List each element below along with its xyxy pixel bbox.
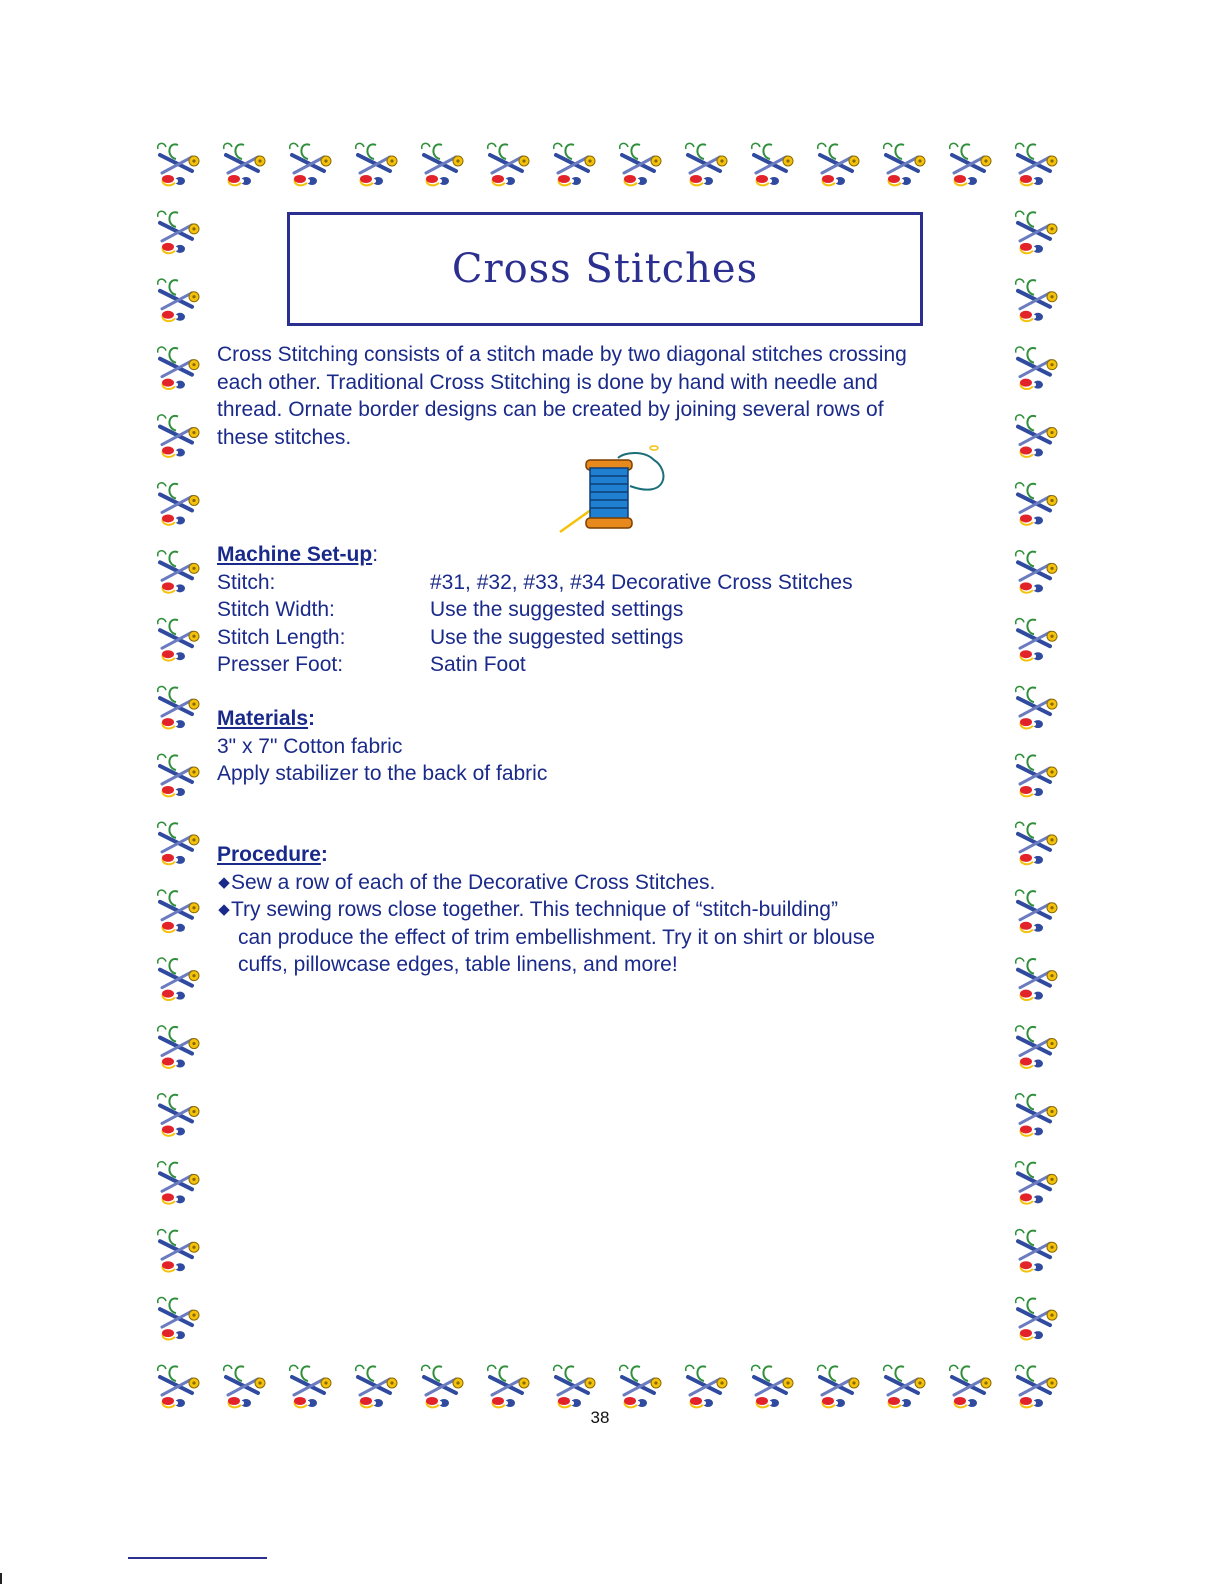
scissors-thread-icon bbox=[158, 1230, 199, 1272]
setup-row bbox=[217, 624, 977, 652]
scissors-thread-icon bbox=[356, 1365, 397, 1407]
scissors-thread-icon bbox=[1016, 958, 1057, 1000]
materials-section bbox=[217, 705, 977, 788]
scissors-thread-icon bbox=[158, 822, 199, 864]
setup-label: Stitch Length: bbox=[217, 625, 346, 649]
setup-value: Use the suggested settings bbox=[430, 625, 684, 649]
scissors-thread-icon bbox=[158, 483, 199, 525]
machine-setup-section bbox=[217, 541, 977, 679]
scissors-thread-icon bbox=[158, 890, 199, 932]
scissors-thread-icon bbox=[818, 1365, 859, 1407]
scissors-thread-icon bbox=[1016, 1094, 1057, 1136]
procedure-colon: : bbox=[320, 843, 328, 866]
scissors-thread-icon bbox=[158, 279, 199, 321]
setup-label: Stitch: bbox=[217, 570, 276, 594]
scissors-thread-icon bbox=[290, 1365, 331, 1407]
scissors-thread-icon bbox=[158, 551, 199, 593]
scan-edge-mark bbox=[0, 1573, 2, 1584]
scissors-thread-icon bbox=[1016, 347, 1057, 389]
intro-line: these stitches. bbox=[217, 425, 352, 449]
scissors-thread-icon bbox=[1016, 1230, 1057, 1272]
setup-label: Stitch Width: bbox=[217, 598, 335, 621]
scissors-thread-icon bbox=[1016, 619, 1057, 661]
page-number: 38 bbox=[590, 1408, 610, 1427]
scissors-thread-icon bbox=[1016, 415, 1057, 457]
scissors-thread-icon bbox=[686, 143, 727, 185]
intro-line: thread. Ornate border designs can be created by joining several rows of bbox=[217, 398, 884, 421]
scissors-thread-icon bbox=[1016, 279, 1057, 321]
scissors-thread-icon bbox=[158, 143, 199, 185]
scissors-thread-icon bbox=[950, 143, 991, 185]
scissors-thread-icon bbox=[158, 1162, 199, 1204]
scissors-thread-icon bbox=[752, 1365, 793, 1407]
scissors-thread-icon bbox=[1016, 1297, 1057, 1339]
page-title: Cross Stitches bbox=[451, 246, 759, 292]
scissors-thread-icon bbox=[224, 1365, 265, 1407]
scissors-thread-icon bbox=[158, 686, 199, 728]
procedure-step-continued: cuffs, pillowcase edges, table linens, and more! bbox=[238, 953, 678, 976]
procedure-step-text: Try sewing rows close together. This technique of “stitch-building” bbox=[231, 898, 838, 921]
procedure-step-continued: can produce the effect of trim embellishment. Try it on shirt or blouse bbox=[238, 925, 875, 949]
scissors-thread-icon bbox=[1016, 890, 1057, 932]
scissors-thread-icon bbox=[290, 143, 331, 185]
setup-row bbox=[217, 651, 977, 679]
scissors-thread-icon bbox=[1016, 143, 1057, 185]
scissors-thread-icon bbox=[752, 143, 793, 185]
machine-setup-heading: Machine Set-up bbox=[217, 543, 373, 566]
scissors-thread-icon bbox=[554, 1365, 595, 1407]
scissors-thread-icon bbox=[356, 143, 397, 185]
intro-line: Cross Stitching consists of a stitch made by two diagonal stitches crossing bbox=[217, 343, 907, 366]
scissors-thread-icon bbox=[884, 143, 925, 185]
bullet-icon: ◆ bbox=[218, 901, 230, 918]
setup-value: #31, #32, #33, #34 Decorative Cross Stitches bbox=[430, 570, 853, 594]
procedure-step bbox=[217, 896, 987, 924]
setup-value: Satin Foot bbox=[430, 653, 526, 676]
thread-spool-icon bbox=[558, 440, 676, 534]
scissors-thread-icon bbox=[158, 211, 199, 253]
materials-colon: : bbox=[308, 707, 316, 730]
scissors-thread-icon bbox=[488, 143, 529, 185]
machine-setup-colon: : bbox=[372, 543, 379, 566]
scissors-thread-icon bbox=[620, 143, 661, 185]
scissors-thread-icon bbox=[1016, 1162, 1057, 1204]
scissors-thread-icon bbox=[950, 1365, 991, 1407]
bullet-icon: ◆ bbox=[218, 873, 230, 891]
scissors-thread-icon bbox=[158, 754, 199, 796]
setup-label: Presser Foot: bbox=[217, 653, 344, 676]
procedure-heading: Procedure bbox=[217, 843, 321, 866]
setup-row bbox=[217, 569, 977, 597]
scissors-thread-icon bbox=[1016, 822, 1057, 864]
scissors-thread-icon bbox=[884, 1365, 925, 1407]
scissors-thread-icon bbox=[1016, 1365, 1057, 1407]
scissors-thread-icon bbox=[158, 1297, 199, 1339]
footer-rule bbox=[128, 1557, 267, 1559]
material-item: 3" x 7" Cotton fabric bbox=[217, 734, 403, 758]
title-box bbox=[287, 212, 923, 326]
scissors-thread-icon bbox=[422, 143, 463, 185]
scissors-thread-icon bbox=[158, 958, 199, 1000]
scissors-thread-icon bbox=[620, 1365, 661, 1407]
material-item: Apply stabilizer to the back of fabric bbox=[217, 762, 548, 785]
scissors-thread-icon bbox=[158, 415, 199, 457]
scissors-thread-icon bbox=[224, 143, 265, 185]
setup-value: Use the suggested settings bbox=[430, 598, 684, 621]
scissors-thread-icon bbox=[158, 1026, 199, 1068]
scissors-thread-icon bbox=[422, 1365, 463, 1407]
scissors-thread-icon bbox=[158, 1365, 199, 1407]
scissors-thread-icon bbox=[1016, 483, 1057, 525]
scissors-thread-icon bbox=[158, 1094, 199, 1136]
procedure-step bbox=[217, 869, 987, 897]
scissors-thread-icon bbox=[1016, 551, 1057, 593]
scissors-thread-icon bbox=[488, 1365, 529, 1407]
scissors-thread-icon bbox=[158, 619, 199, 661]
intro-paragraph bbox=[217, 341, 1007, 451]
procedure-step-text: Sew a row of each of the Decorative Cross Stitches. bbox=[231, 870, 716, 894]
scissors-thread-icon bbox=[1016, 211, 1057, 253]
setup-row bbox=[217, 596, 977, 624]
intro-line: each other. Traditional Cross Stitching is done by hand with needle and bbox=[217, 370, 878, 394]
materials-heading: Materials bbox=[217, 707, 309, 730]
scissors-thread-icon bbox=[686, 1365, 727, 1407]
scissors-thread-icon bbox=[818, 143, 859, 185]
scissors-thread-icon bbox=[158, 347, 199, 389]
scissors-thread-icon bbox=[1016, 1026, 1057, 1068]
scissors-thread-icon bbox=[554, 143, 595, 185]
procedure-section bbox=[217, 841, 987, 979]
scissors-thread-icon bbox=[1016, 686, 1057, 728]
scissors-thread-icon bbox=[1016, 754, 1057, 796]
